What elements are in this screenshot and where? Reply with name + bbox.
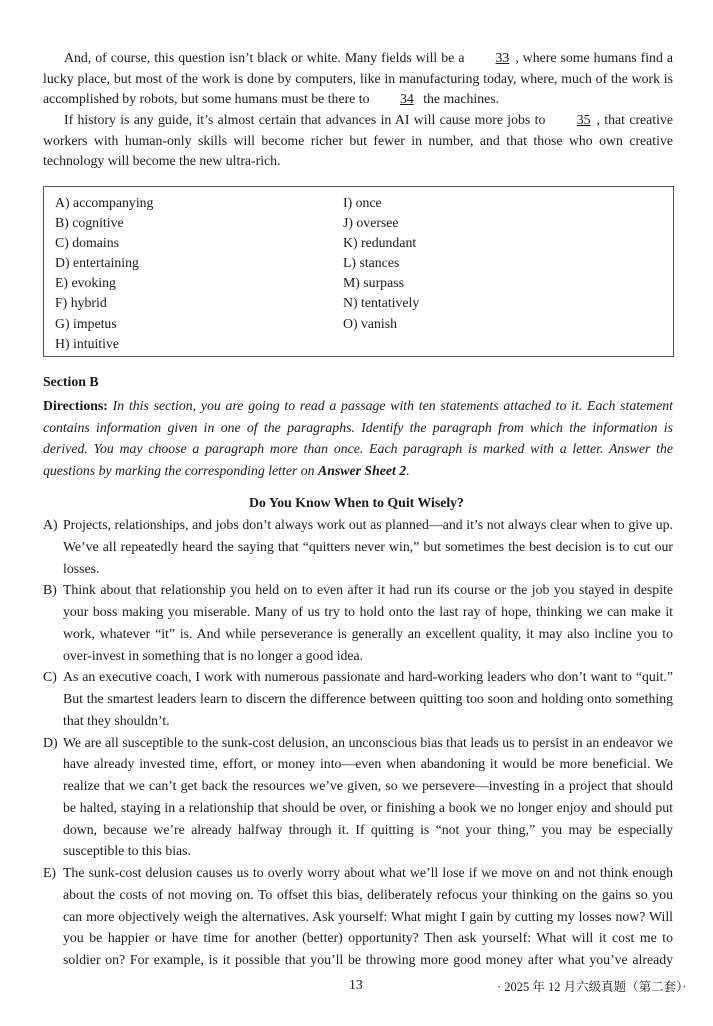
paragraph-text: The sunk-cost delusion causes us to overly worry about what we’ll lose if we move on and not think enough about the costs of not moving on. To offset this bias, deliberately refocus your thinking on the gains so you can more objectively weigh the alternatives. Ask yourself: What might I gain by cutting my losses now? Will you be happier or have time for another (better) opportunity? Then ask yourself: What will it cost me to soldier on? For example, is it possible that you’ll be throwing more good money after what you’ve already bbox=[63, 865, 673, 967]
article-title: Do You Know When to Quit Wisely? bbox=[249, 495, 464, 510]
paragraph-text: As an executive coach, I work with numerous passionate and hard-working leaders who don’t want to “quit.” But the smartest leaders learn to discern the difference between quitting too soon and holding onto something that they shouldn’t. bbox=[63, 669, 673, 728]
period: . bbox=[406, 463, 410, 479]
paragraph-text: Think about that relationship you held on to even after it had run its course or the job you stayed in despite your boss making you miserable. Many of us try to hold onto the last ray of hope, thinking we can make it work, whatever “it” is. And while perseverance is generally an excellent quality, it may also incline you to over-invest in something that is no longer a good idea. bbox=[63, 582, 673, 663]
word-option: E) evoking bbox=[55, 275, 116, 291]
paragraph-a bbox=[43, 514, 673, 579]
word-option: C) domains bbox=[55, 235, 119, 251]
word-option: F) hybrid bbox=[55, 295, 107, 311]
word-option: G) impetus bbox=[55, 315, 117, 331]
paragraph-e bbox=[43, 862, 673, 971]
answer-sheet-ref: Answer Sheet 2 bbox=[318, 463, 407, 479]
passage-paragraph-2 bbox=[43, 110, 673, 172]
paragraph-label: B) bbox=[43, 582, 57, 598]
directions bbox=[43, 395, 673, 482]
blank-34: 34 bbox=[399, 91, 414, 107]
word-option: K) redundant bbox=[343, 235, 417, 251]
paragraph-text: We are all susceptible to the sunk-cost delusion, an unconscious bias that leads us to persist in an endeavor we have already invested time, effort, or money into—even when abandoning it would be more beneficial. We realize that we can’t get back the resources we’ve given, so we persevere—investing in a project that should be halted, staying in a relationship that should be over, or finishing a book we no longer enjoy and should put down, because we’re already halfway through it. If quitting is “not your thing,” you may be especially susceptible to this bias. bbox=[63, 734, 673, 859]
word-option: H) intuitive bbox=[55, 335, 119, 351]
word-bank-right-column bbox=[343, 193, 419, 334]
directions-label: Directions: bbox=[43, 398, 108, 413]
word-option: D) entertaining bbox=[55, 255, 139, 271]
blank-35: 35 bbox=[576, 112, 591, 127]
word-option: I) once bbox=[343, 195, 382, 210]
word-bank-box bbox=[43, 186, 674, 357]
paragraph-label: D) bbox=[43, 734, 58, 750]
word-option: L) stances bbox=[343, 255, 400, 271]
word-option: J) oversee bbox=[343, 215, 399, 231]
text: , that creative workers with human-only skills will become richer but fewer in number, and that those who own creative technology will become the new ultra-rich. bbox=[43, 112, 673, 169]
word-option: N) tentatively bbox=[343, 295, 420, 311]
paragraph-label: A) bbox=[43, 517, 58, 532]
paragraph-b bbox=[43, 579, 673, 666]
word-bank-left-column bbox=[55, 193, 153, 354]
text: , where some humans find a lucky place, but most of the work is done by computers, like in manufacturing today, where, much of the work is accomplished by robots, but some humans must be there to bbox=[43, 50, 674, 107]
word-option: M) surpass bbox=[343, 275, 404, 291]
page-number: 13 bbox=[349, 977, 363, 992]
article-paragraphs bbox=[43, 514, 673, 971]
paragraph-text: Projects, relationships, and jobs don’t always work out as planned—and it’s not always clear when to give up. We’ve all repeatedly heard the saying that “quitters never win,” but sometimes the best decision is to cut our losses. bbox=[63, 517, 673, 576]
word-option: B) cognitive bbox=[55, 215, 124, 231]
passage-paragraph-1 bbox=[43, 48, 673, 110]
text: the machines. bbox=[423, 91, 500, 107]
exam-label: · 2025 年 12 月六级真题（第二套）· bbox=[497, 980, 687, 994]
text: If history is any guide, it’s almost certain that advances in AI will cause more jobs to bbox=[64, 112, 546, 127]
word-option: A) accompanying bbox=[55, 195, 154, 210]
blank-33: 33 bbox=[495, 50, 510, 65]
paragraph-c bbox=[43, 666, 673, 731]
directions-text: In this section, you are going to read a passage with ten statements attached to it. Each statement contains information given in one of the paragraphs. Identify the paragraph from which the information is derived. You may choose a paragraph more than once. Each paragraph is marked with a letter. Answer the questions by marking the corresponding letter on bbox=[43, 398, 673, 479]
section-heading: Section B bbox=[43, 374, 99, 389]
paragraph-label: C) bbox=[43, 669, 57, 685]
text: And, of course, this question isn’t black or white. Many fields will be a bbox=[64, 50, 465, 65]
paragraph-d bbox=[43, 732, 673, 863]
paragraph-label: E) bbox=[43, 865, 57, 880]
word-option: O) vanish bbox=[343, 315, 398, 331]
